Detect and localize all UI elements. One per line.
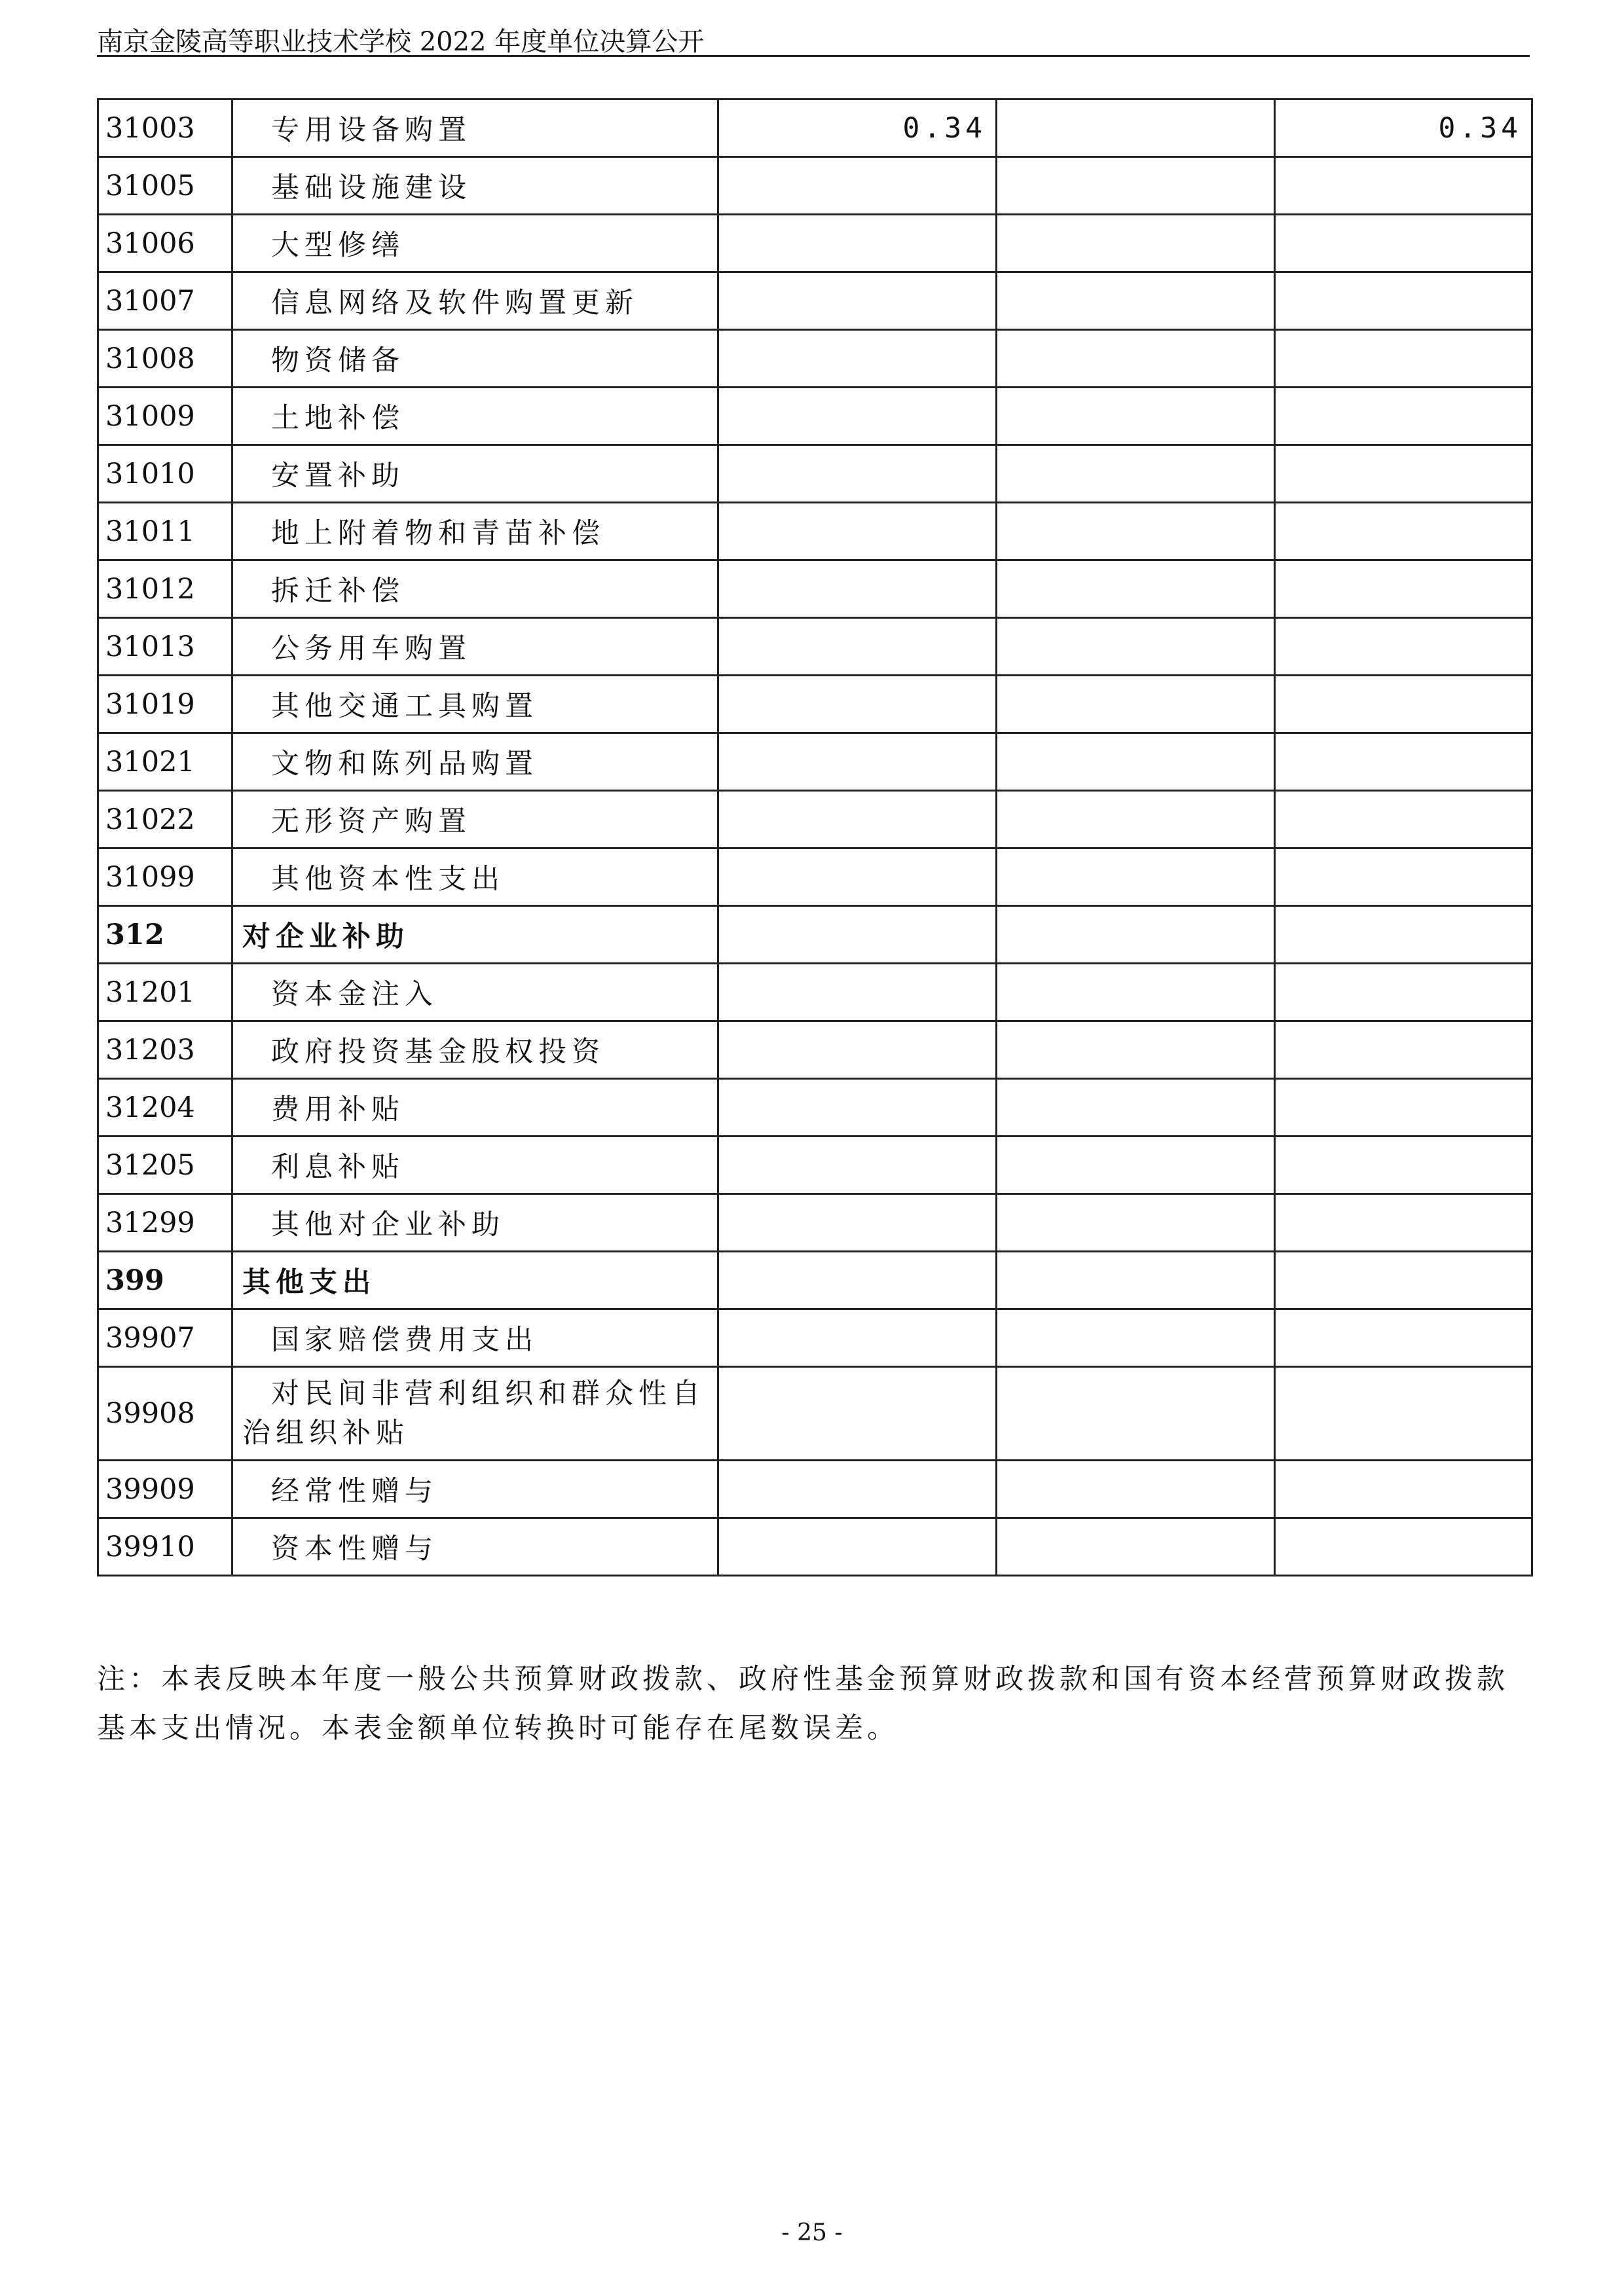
row-value-3 xyxy=(1275,1137,1532,1194)
row-value-1 xyxy=(718,272,997,330)
row-code: 31007 xyxy=(98,272,232,330)
row-code: 31011 xyxy=(98,503,232,560)
table-row xyxy=(98,503,1532,560)
row-name: 文物和陈列品购置 xyxy=(232,733,718,791)
row-value-2 xyxy=(997,272,1275,330)
row-code: 31205 xyxy=(98,1137,232,1194)
row-name: 其他交通工具购置 xyxy=(232,676,718,733)
row-value-2 xyxy=(997,1137,1275,1194)
expenditure-table xyxy=(97,98,1533,1576)
row-code: 39909 xyxy=(98,1461,232,1518)
row-value-3 xyxy=(1275,1367,1532,1461)
row-name: 基础设施建设 xyxy=(232,157,718,215)
row-value-2 xyxy=(997,215,1275,272)
row-code: 39910 xyxy=(98,1518,232,1576)
row-value-1 xyxy=(718,618,997,676)
row-value-3 xyxy=(1275,388,1532,445)
row-code: 31299 xyxy=(98,1194,232,1252)
row-name: 费用补贴 xyxy=(232,1079,718,1137)
row-name: 信息网络及软件购置更新 xyxy=(232,272,718,330)
table-row xyxy=(98,560,1532,618)
row-code: 31021 xyxy=(98,733,232,791)
row-value-3 xyxy=(1275,1021,1532,1079)
row-name: 土地补偿 xyxy=(232,388,718,445)
row-value-3: 0.34 xyxy=(1275,100,1532,157)
row-value-1 xyxy=(718,733,997,791)
row-value-1 xyxy=(718,1461,997,1518)
row-value-2 xyxy=(997,1252,1275,1309)
row-code: 31099 xyxy=(98,848,232,906)
row-value-3 xyxy=(1275,445,1532,503)
section-name: 对企业补助 xyxy=(232,906,718,964)
row-value-2 xyxy=(997,1194,1275,1252)
row-value-3 xyxy=(1275,1461,1532,1518)
row-code: 39907 xyxy=(98,1309,232,1367)
row-value-1 xyxy=(718,215,997,272)
row-value-3 xyxy=(1275,1079,1532,1137)
row-value-2 xyxy=(997,1079,1275,1137)
table-row xyxy=(98,676,1532,733)
row-code: 31201 xyxy=(98,964,232,1021)
row-value-1 xyxy=(718,1367,997,1461)
row-value-1 xyxy=(718,388,997,445)
row-name: 利息补贴 xyxy=(232,1137,718,1194)
row-code: 31003 xyxy=(98,100,232,157)
page-number: - 25 - xyxy=(781,2219,843,2246)
table-row xyxy=(98,272,1532,330)
row-value-2 xyxy=(997,964,1275,1021)
row-value-2 xyxy=(997,1309,1275,1367)
page-header xyxy=(97,17,1530,57)
section-name: 其他支出 xyxy=(232,1252,718,1309)
row-value-2 xyxy=(997,906,1275,964)
row-code: 31008 xyxy=(98,330,232,388)
row-value-2 xyxy=(997,100,1275,157)
table-row xyxy=(98,1518,1532,1576)
table-row xyxy=(98,388,1532,445)
table-row xyxy=(98,1367,1532,1461)
row-code: 31009 xyxy=(98,388,232,445)
row-value-2 xyxy=(997,848,1275,906)
row-value-3 xyxy=(1275,503,1532,560)
row-value-1: 0.34 xyxy=(718,100,997,157)
row-value-2 xyxy=(997,388,1275,445)
row-value-1 xyxy=(718,1252,997,1309)
row-code: 31012 xyxy=(98,560,232,618)
row-name: 国家赔偿费用支出 xyxy=(232,1309,718,1367)
row-value-2 xyxy=(997,503,1275,560)
row-value-1 xyxy=(718,964,997,1021)
row-value-3 xyxy=(1275,157,1532,215)
row-value-2 xyxy=(997,445,1275,503)
row-name: 资本金注入 xyxy=(232,964,718,1021)
row-code: 31019 xyxy=(98,676,232,733)
row-value-3 xyxy=(1275,733,1532,791)
row-value-3 xyxy=(1275,1309,1532,1367)
row-value-3 xyxy=(1275,906,1532,964)
row-value-1 xyxy=(718,445,997,503)
table-section-row xyxy=(98,1252,1532,1309)
row-value-3 xyxy=(1275,848,1532,906)
row-value-3 xyxy=(1275,215,1532,272)
header-title: 南京金陵高等职业技术学校 2022 年度单位决算公开 xyxy=(97,27,705,57)
table-row xyxy=(98,1021,1532,1079)
table-note: 注：本表反映本年度一般公共预算财政拨款、政府性基金预算财政拨款和国有资本经营预算财政拨款基本支出情况。本表金额单位转换时可能存在尾数误差。 xyxy=(97,1663,1509,1745)
row-name: 大型修缮 xyxy=(232,215,718,272)
row-value-2 xyxy=(997,560,1275,618)
row-value-3 xyxy=(1275,618,1532,676)
row-name: 其他资本性支出 xyxy=(232,848,718,906)
row-code: 31005 xyxy=(98,157,232,215)
table-row xyxy=(98,1137,1532,1194)
row-value-1 xyxy=(718,330,997,388)
row-value-1 xyxy=(718,906,997,964)
row-value-1 xyxy=(718,1079,997,1137)
row-value-3 xyxy=(1275,676,1532,733)
row-value-2 xyxy=(997,157,1275,215)
row-name: 其他对企业补助 xyxy=(232,1194,718,1252)
row-name: 政府投资基金股权投资 xyxy=(232,1021,718,1079)
row-value-2 xyxy=(997,676,1275,733)
row-name: 物资储备 xyxy=(232,330,718,388)
row-value-3 xyxy=(1275,272,1532,330)
table-row xyxy=(98,618,1532,676)
table-row xyxy=(98,100,1532,157)
row-value-1 xyxy=(718,1137,997,1194)
row-name: 安置补助 xyxy=(232,445,718,503)
row-value-3 xyxy=(1275,330,1532,388)
row-value-1 xyxy=(718,560,997,618)
row-name: 资本性赠与 xyxy=(232,1518,718,1576)
row-value-1 xyxy=(718,791,997,848)
row-name: 拆迁补偿 xyxy=(232,560,718,618)
row-value-3 xyxy=(1275,791,1532,848)
row-value-2 xyxy=(997,1461,1275,1518)
row-name: 经常性赠与 xyxy=(232,1461,718,1518)
row-value-3 xyxy=(1275,1194,1532,1252)
row-value-1 xyxy=(718,848,997,906)
row-value-2 xyxy=(997,1367,1275,1461)
row-code: 31006 xyxy=(98,215,232,272)
table-row xyxy=(98,1079,1532,1137)
row-code: 31022 xyxy=(98,791,232,848)
section-code: 312 xyxy=(98,906,232,964)
row-value-2 xyxy=(997,791,1275,848)
section-code: 399 xyxy=(98,1252,232,1309)
row-code: 39908 xyxy=(98,1367,232,1461)
row-name: 对民间非营利组织和群众性自治组织补贴 xyxy=(232,1367,718,1461)
row-value-1 xyxy=(718,503,997,560)
row-value-3 xyxy=(1275,1518,1532,1576)
row-name: 公务用车购置 xyxy=(232,618,718,676)
table-row xyxy=(98,964,1532,1021)
row-value-1 xyxy=(718,1194,997,1252)
row-name: 地上附着物和青苗补偿 xyxy=(232,503,718,560)
table-row xyxy=(98,791,1532,848)
table-row xyxy=(98,1194,1532,1252)
table-row xyxy=(98,215,1532,272)
row-value-3 xyxy=(1275,560,1532,618)
row-value-1 xyxy=(718,676,997,733)
row-code: 31204 xyxy=(98,1079,232,1137)
row-value-1 xyxy=(718,157,997,215)
row-value-3 xyxy=(1275,1252,1532,1309)
table-row xyxy=(98,733,1532,791)
row-value-2 xyxy=(997,1518,1275,1576)
table-row xyxy=(98,157,1532,215)
row-value-2 xyxy=(997,1021,1275,1079)
row-value-3 xyxy=(1275,964,1532,1021)
table-row xyxy=(98,445,1532,503)
row-name: 专用设备购置 xyxy=(232,100,718,157)
table-row xyxy=(98,1461,1532,1518)
row-code: 31010 xyxy=(98,445,232,503)
row-value-2 xyxy=(997,618,1275,676)
row-code: 31203 xyxy=(98,1021,232,1079)
row-value-2 xyxy=(997,330,1275,388)
row-code: 31013 xyxy=(98,618,232,676)
table-row xyxy=(98,330,1532,388)
table-section-row xyxy=(98,906,1532,964)
row-name: 无形资产购置 xyxy=(232,791,718,848)
table-row xyxy=(98,1309,1532,1367)
row-value-2 xyxy=(997,733,1275,791)
row-value-1 xyxy=(718,1518,997,1576)
row-value-1 xyxy=(718,1309,997,1367)
table-row xyxy=(98,848,1532,906)
row-value-1 xyxy=(718,1021,997,1079)
